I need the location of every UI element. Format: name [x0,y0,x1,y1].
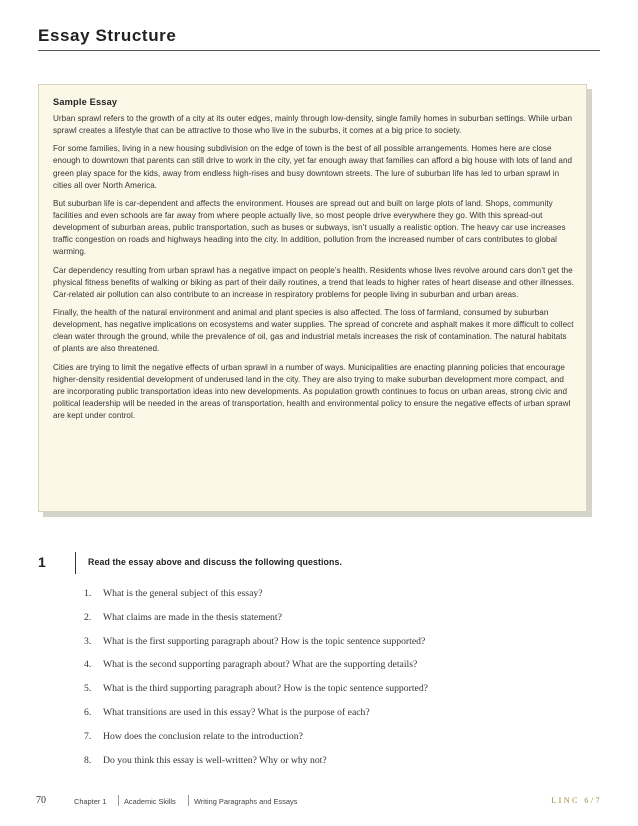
footer-section: Academic Skills [124,797,176,806]
question-item [84,659,428,683]
question-number: 2. [84,611,92,623]
question-number: 6. [84,706,92,718]
question-item [84,707,428,731]
footer-separator [118,795,119,806]
question-number: 4. [84,659,92,671]
question-text: What is the general subject of this essay? [103,588,263,599]
page-number: 70 [36,795,46,806]
book-title: LINC 6/7 [551,796,602,805]
essay-paragraph-3: But suburban life is car-dependent and affects the environment. Houses are spread out and built on large plots of land. Shops, community facilities and even schools are far away from where people actually live, so most people drive everywhere they go. With this spread-out development of suburban areas, public transportation, such as buses or subways, isn’t usually a realistic option. The heavy car use increases traffic congestion on roads and highways heading into the city. In addition, pollution from the increased number of cars contributes to global warming. [53,198,566,257]
question-number: 5. [84,683,92,695]
essay-paragraph-5: Finally, the health of the natural environment and animal and plant species is also affected. The loss of farmland, consumed by suburban development, has negative implications on ecosystems and water supplies. The spread of concrete and asphalt makes it more difficult to collect clean water through the ground, while the prevalence of oil, gas and industrial metals increases the risk of contamination. The natural habitats of plants are also threatened. [53,308,574,354]
exercise-instruction: Read the essay above and discuss the following questions. [88,557,343,567]
question-number: 1. [84,588,92,599]
question-item [84,731,428,755]
footer-chapter: Chapter 1 [74,797,107,806]
essay-paragraph-4: Car dependency resulting from urban sprawl has a negative impact on people’s health. Residents whose lives revolve around cars don’t get the physical fitness benefits of walking or biking as part of their daily routines, a trend that leads to higher rates of heart disease and other illnesses. Car-related air pollution can also contribute to an increase in respiratory problems for people living in suburban and urban areas. [53,265,574,299]
question-number: 3. [84,635,92,647]
question-item [84,636,428,660]
title-divider [38,50,600,51]
question-text: What is the first supporting paragraph about? How is the topic sentence supported? [103,635,426,647]
essay-paragraph-6: Cities are trying to limit the negative effects of urban sprawl in a number of ways. Municipalities are enacting planning policies that encourage higher-density residential development of underused land in the city. They are also trying to make suburban development more compact, and are incorporating public transportation ideas into new developments. As population growth continues to focus on urban areas, strong civic and political leadership will be needed in the areas of transportation, health and environmental policy to ensure the negative effects of urban sprawl are kept under control. [53,362,571,420]
question-item [84,588,428,612]
question-item [84,612,428,636]
question-list [84,588,428,778]
question-text: What is the third supporting paragraph about? How is the topic sentence supported? [103,683,428,695]
page-title: Essay Structure [38,26,177,45]
essay-heading: Sample Essay [53,97,118,107]
question-text: What is the second supporting paragraph about? What are the supporting details? [103,659,418,671]
sample-essay-box [38,84,587,512]
exercise-number: 1 [38,554,46,570]
question-item [84,755,428,779]
page-footer [36,796,602,810]
essay-paragraph-1: Urban sprawl refers to the growth of a city at its outer edges, mainly through low-density, single family homes in suburban settings. While urban sprawl creates a lifestyle that can be attractive to those who live in the suburbs, it comes at a big price to society. [53,114,573,136]
footer-topic: Writing Paragraphs and Essays [194,797,298,806]
question-text: What claims are made in the thesis statement? [103,611,282,623]
question-item [84,683,428,707]
essay-paragraph-2: For some families, living in a new housing subdivision on the edge of town is the best of all possible arrangements. Homes here are close enough to downtown that parents can still drive to work in the city, yet far enough away that families can afford a big house with lots of land and green play space for the kids, away from endless high-rises and busy downtown streets. The lure of suburban life has led to urban sprawl in cities all over North America. [53,144,573,190]
question-number: 7. [84,730,92,742]
footer-separator [188,795,189,806]
question-text: Do you think this essay is well-written? Why or why not? [103,754,327,766]
question-text: How does the conclusion relate to the introduction? [103,730,303,742]
question-number: 8. [84,754,92,766]
exercise-divider [75,552,76,574]
question-text: What transitions are used in this essay? What is the purpose of each? [103,706,370,718]
